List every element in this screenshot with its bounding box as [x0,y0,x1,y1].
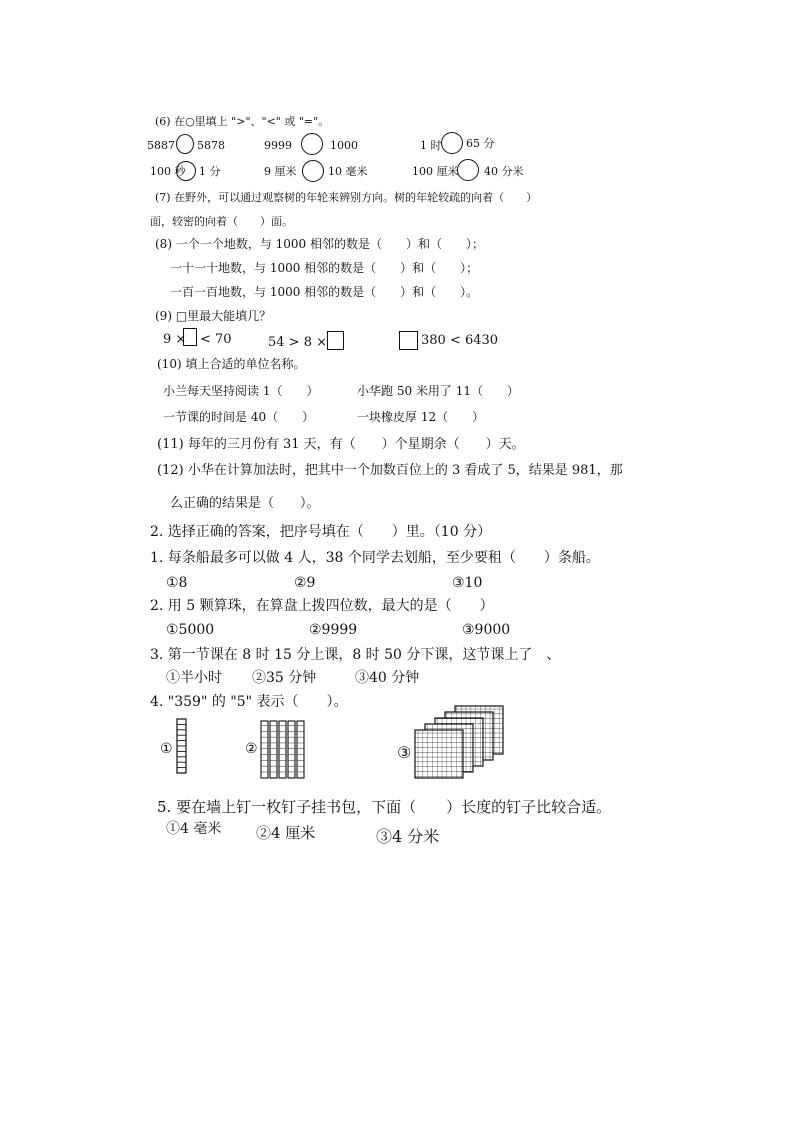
q6-r2-a-right: 1 分 [199,165,221,178]
q10-c: 一节课的时间是 40（ ） [163,410,315,424]
q9-b-left: 54 > 8 × [268,335,327,350]
q6-r2-b-right: 10 毫米 [328,165,368,178]
q6-r2-c-left: 100 厘米 [412,165,459,178]
q8-line2: 一十一十地数，与 1000 相邻的数是（ ）和（ ）； [170,261,479,275]
compare-circle[interactable] [301,133,323,155]
q6-r1-b-right: 1000 [330,139,358,152]
p2-q2-opt1[interactable]: ①5000 [166,622,215,638]
q8-line3: 一百一百地数，与 1000 相邻的数是（ ）和（ ）。 [170,285,479,299]
q10-d: 一块橡皮厚 12（ ） [357,410,485,424]
q8-line1: (8) 一个一个地数，与 1000 相邻的数是（ ）和（ ）； [155,237,484,251]
q10-header: (10) 填上合适的单位名称。 [157,357,306,371]
q9-a-left: 9 × [163,332,187,347]
five-tens-rods-icon [260,720,308,784]
q6-r1-c-right: 65 分 [466,137,495,150]
p2-q3-opt3[interactable]: ③40 分钟 [355,670,420,686]
p2-q4-stem: 4. "359" 的 "5" 表示（ ）。 [150,694,348,710]
p2-q3-opt1[interactable]: ①半小时 [166,670,222,686]
q10-a: 小兰每天坚持阅读 1（ ） [163,384,319,398]
answer-box[interactable] [399,331,418,350]
compare-circle[interactable] [176,134,194,154]
p2-q3-stem: 3. 第一节课在 8 时 15 分上课，8 时 50 分下课，这节课上了 、 [150,647,561,663]
p2-q1-opt3[interactable]: ③10 [452,575,483,591]
q6-r2-c-right: 40 分米 [484,165,524,178]
q6-r2-b-left: 9 厘米 [264,165,297,178]
q7-line2: 面，较密的向着（ ）面。 [150,215,293,228]
q12-line2: 么正确的结果是（ ）。 [170,496,320,511]
p2-q1-opt1[interactable]: ①8 [166,575,188,591]
q7-line1: (7) 在野外，可以通过观察树的年轮来辨别方向。树的年轮较疏的向着（ ） [155,191,538,204]
compare-circle[interactable] [457,159,479,181]
q9-header: (9) □里最大能填几？ [155,309,272,323]
p2-q5-opt3[interactable]: ③4 分米 [376,827,440,846]
compare-circle[interactable] [176,161,196,181]
p2-q2-stem: 2. 用 5 颗算珠，在算盘上拨四位数，最大的是（ ） [150,598,494,614]
q6-r1-a-right: 5878 [197,139,225,152]
q6-header: (6) 在○里填上 ">"、"<" 或 "="。 [155,115,330,128]
compare-circle[interactable] [302,160,324,182]
p2-q1-opt2[interactable]: ②9 [294,575,316,591]
p2-q5-stem: 5. 要在墙上钉一枚钉子挂书包，下面（ ）长度的钉子比较合适。 [157,798,612,816]
p2-q4-opt1[interactable]: ① [160,741,173,757]
hundreds-flats-icon [413,704,505,784]
p2-q4-opt2[interactable]: ② [245,741,258,757]
q6-r1-c-left: 1 时 [420,139,442,152]
answer-box[interactable] [183,328,197,346]
part2-header: 2. 选择正确的答案，把序号填在（ ）里。（10 分） [150,524,492,540]
q6-r1-a-left: 5887 [147,139,175,152]
p2-q2-opt2[interactable]: ②9999 [309,622,358,638]
q9-c-right: 380 < 6430 [421,333,499,348]
q12-line1: (12) 小华在计算加法时，把其中一个加数百位上的 3 看成了 5，结果是 981，那 [157,463,623,478]
q9-a-right: < 70 [200,332,232,347]
q11: (11) 每年的三月份有 31 天，有（ ）个星期余（ ）天。 [157,437,525,452]
p2-q2-opt3[interactable]: ③9000 [462,622,511,638]
compare-circle[interactable] [441,132,463,154]
p2-q5-opt2[interactable]: ②4 厘米 [256,824,316,842]
p2-q3-opt2[interactable]: ②35 分钟 [252,670,317,686]
p2-q1-stem: 1. 每条船最多可以做 4 人，38 个同学去划船，至少要租（ ）条船。 [150,550,600,566]
q10-b: 小华跑 50 米用了 11（ ） [357,384,519,398]
p2-q4-opt3[interactable]: ③ [397,743,412,762]
p2-q5-opt1[interactable]: ①4 毫米 [166,821,222,837]
ten-rod-icon [176,718,188,778]
answer-box[interactable] [327,331,344,350]
q6-r2-a-left: 100 秒 [150,165,186,178]
q6-r1-b-left: 9999 [264,139,292,152]
